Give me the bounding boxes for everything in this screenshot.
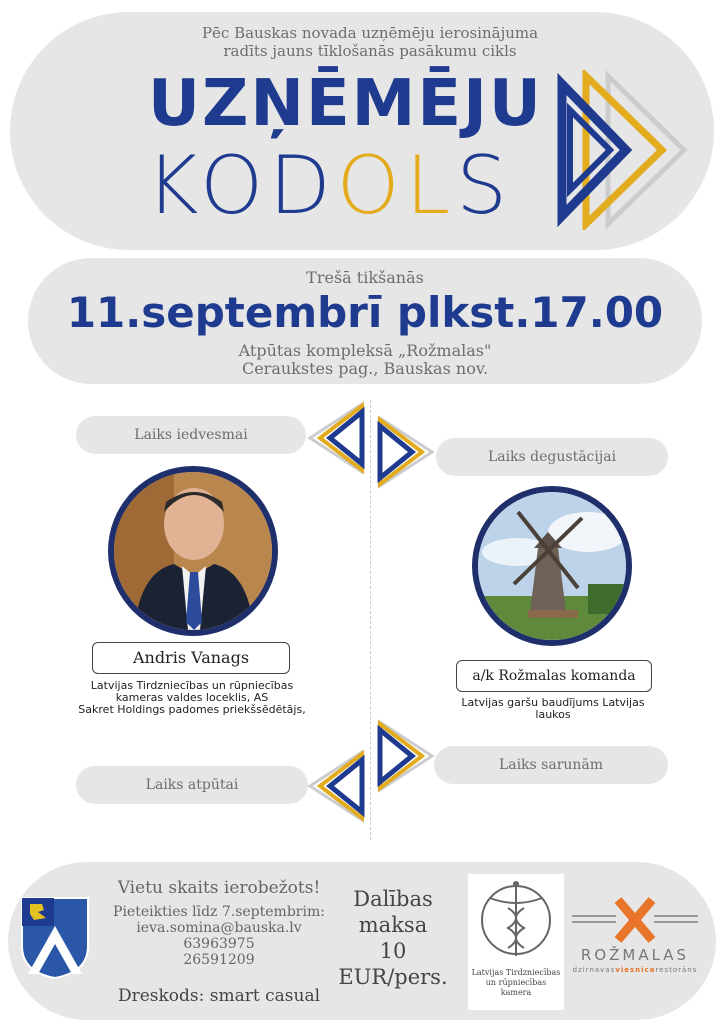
title-uznemeju: UZŅĒMĒJU	[148, 67, 543, 141]
intro-line-1: Pēc Bauskas novada uzņēmēju ierosinājuma	[201, 24, 539, 42]
intro-line-2: radīts jauns tīklošanās pasākumu cikls	[223, 42, 517, 60]
register-deadline: Pieteikties līdz 7.septembrim:	[113, 904, 325, 920]
team-name: a/k Rožmalas komanda	[456, 660, 652, 692]
venue-line-1: Atpūtas kompleksā „Rožmalas"	[238, 341, 492, 360]
venue-line-2: Ceraukstes pag., Bauskas nov.	[241, 359, 489, 378]
rozmalas-sub-c: restorāns	[655, 966, 698, 974]
rozmalas-sub-b: viesnīca	[615, 966, 656, 974]
windmill-photo	[472, 486, 632, 646]
fee-line-2: maksa	[358, 913, 428, 937]
title-kodols	[146, 140, 513, 232]
participation-fee	[328, 886, 458, 990]
title-kodols-part2: D	[269, 139, 337, 232]
speaker-description	[74, 680, 310, 716]
speaker-desc-line-1: Latvijas Tirdzniecības un rūpniecības	[90, 679, 294, 692]
title-kodols-part4: S	[456, 139, 513, 232]
rozmalas-sub-a: dzirnavas	[572, 966, 616, 974]
fee-line-3: 10 EUR/pers.	[338, 939, 448, 989]
rozmalas-subtitle	[566, 966, 704, 974]
session-label: Trešā tikšanās	[306, 268, 424, 287]
triangle-right-icon	[376, 414, 436, 490]
fee-line-1: Dalības	[353, 887, 433, 911]
chamber-line-1: Latvijas Tirdzniecības	[471, 968, 561, 977]
speaker-desc-line-3: Sakret Holdings padomes priekšsēdētājs,	[78, 703, 306, 716]
triangle-logo-icon	[556, 70, 696, 230]
title-kodols-part3: OL	[336, 139, 457, 232]
chamber-emblem-icon	[476, 878, 556, 962]
chamber-line-2: un rūpniecības	[485, 978, 547, 987]
triangle-right-icon	[376, 718, 436, 794]
chamber-logo	[468, 874, 564, 1010]
dress-code: Dreskods: smart casual	[117, 986, 321, 1006]
team-desc-line-1: Latvijas garšu baudījums Latvijas	[461, 696, 645, 709]
agenda-rest: Laiks atpūtai	[76, 766, 308, 804]
chamber-line-3: kamera	[500, 988, 532, 997]
rozmalas-name: ROŽMALAS	[580, 946, 690, 964]
triangle-left-icon	[306, 748, 366, 824]
contact-phone-2[interactable]: 26591209	[183, 952, 255, 968]
speaker-photo	[108, 466, 278, 636]
agenda-inspiration: Laiks iedvesmai	[76, 416, 306, 454]
limited-seats: Vietu skaits ierobežots!	[117, 878, 321, 898]
agenda-tasting: Laiks degustācijai	[436, 438, 668, 476]
rozmalas-logo-icon	[570, 896, 700, 944]
portrait-icon	[114, 472, 272, 630]
chamber-name	[468, 968, 564, 998]
center-divider	[370, 400, 371, 840]
agenda-conversation: Laiks sarunām	[434, 746, 668, 784]
windmill-icon	[478, 492, 626, 640]
intro-text	[100, 24, 640, 60]
title-kodols-part1: KO	[146, 139, 270, 232]
speaker-desc-line-2: kameras valdes loceklis, AS	[115, 691, 269, 704]
coat-of-arms-icon	[20, 896, 90, 980]
contact-phone-1[interactable]: 63963975	[183, 936, 255, 952]
team-desc-line-2: laukos	[535, 708, 571, 721]
team-description	[440, 697, 666, 721]
venue	[150, 342, 580, 378]
registration-info	[110, 904, 328, 968]
triangle-left-icon	[306, 400, 366, 476]
speaker-name: Andris Vanags	[92, 642, 290, 674]
event-date: 11.septembrī plkst.17.00	[66, 288, 664, 337]
contact-email[interactable]: ieva.somina@bauska.lv	[136, 920, 302, 936]
